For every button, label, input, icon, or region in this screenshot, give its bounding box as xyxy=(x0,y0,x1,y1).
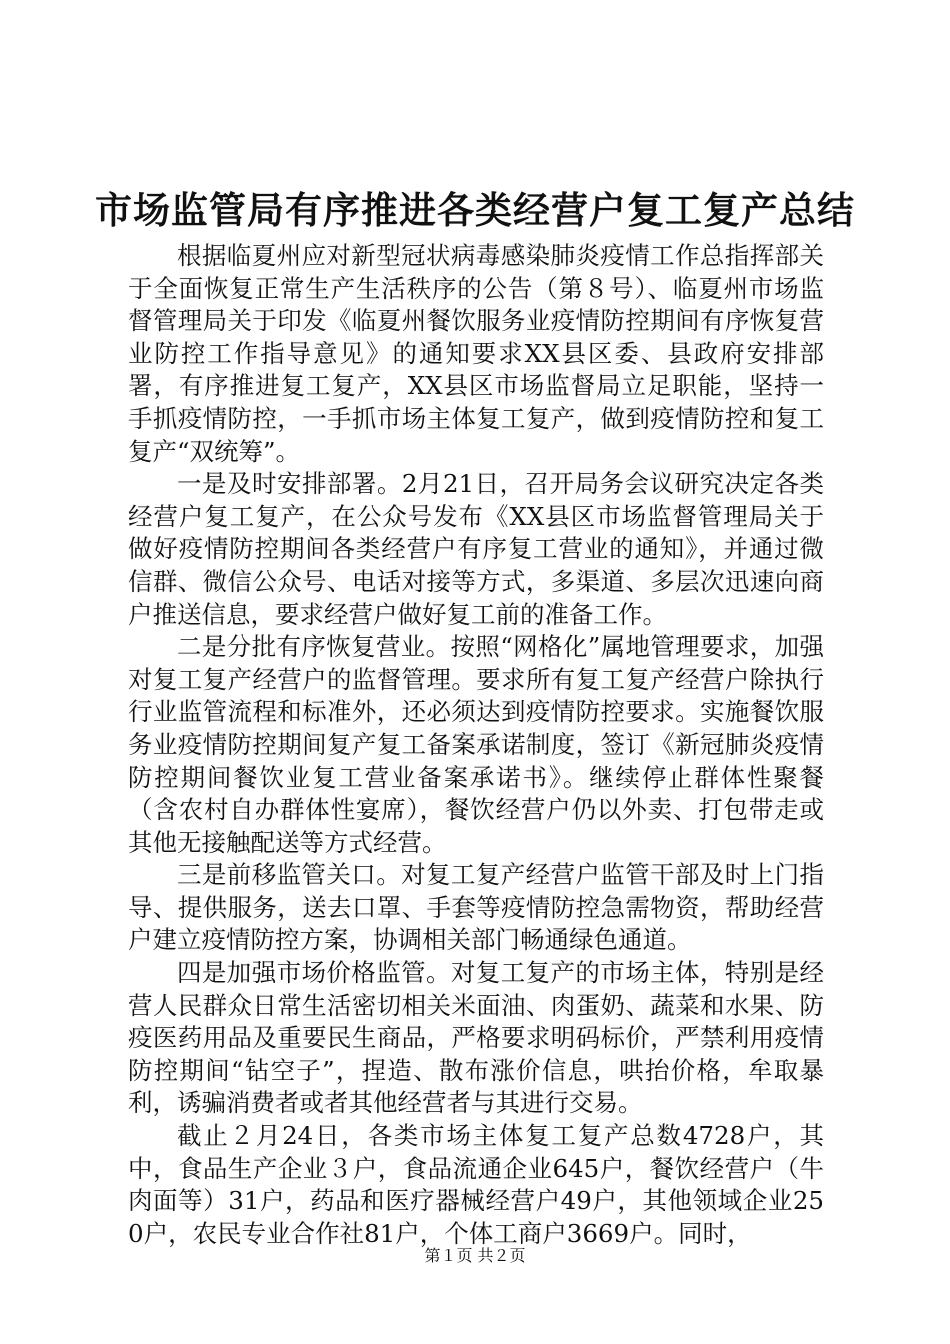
document-body xyxy=(128,240,824,1250)
page-number-footer: 第１页 共２页 xyxy=(424,1246,526,1265)
document-title: 市场监管局有序推进各类经营户复工复产总结 xyxy=(95,188,855,232)
paragraph-reopening: 二是分批有序恢复营业。按照“网格化”属地管理要求，加强对复工复产经营户的监督管理。要求所有复工复产经营户除执行行业监管流程和标准外，还必须达到疫情防控要求。实施餐饮服务业疫情防控期间复产复工备案承诺制度，签订《新冠肺炎疫情防控期间餐饮业复工营业备案承诺书》。继续停止群体性聚餐（含农村自办群体性宴席），餐饮经营户仍以外卖、打包带走或其他无接触配送等方式经营。 xyxy=(128,632,824,857)
paragraph-supervision: 三是前移监管关口。对复工复产经营户监管干部及时上门指导、提供服务，送去口罩、手套等疫情防控急需物资，帮助经营户建立疫情防控方案，协调相关部门畅通绿色通道。 xyxy=(128,860,824,955)
paragraph-deployment: 一是及时安排部署。2月21日，召开局务会议研究决定各类经营户复工复产，在公众号发布《XX县区市场监督管理局关于做好疫情防控期间各类经营户有序复工营业的通知》，并通过微信群、微信公众号、电话对接等方式，多渠道、多层次迅速向商户推送信息，要求经营户做好复工前的准备工作。 xyxy=(128,469,824,629)
paragraph-intro: 根据临夏州应对新型冠状病毒感染肺炎疫情工作总指挥部关于全面恢复正常生产生活秩序的公告（第８号）、临夏州市场监督管理局关于印发《临夏州餐饮服务业疫情防控期间有序恢复营业防控工作指导意见》的通知要求XX县区委、县政府安排部署，有序推进复工复产，XX县区市场监督局立足职能，坚持一手抓疫情防控，一手抓市场主体复工复产，做到疫情防控和复工复产“双统筹”。 xyxy=(128,241,824,466)
paragraph-statistics: 截止２月24日，各类市场主体复工复产总数4728户，其中，食品生产企业３户，食品流通企业645户，餐饮经营户（牛肉面等）31户，药品和医疗器械经营户49户，其他领域企业250户，农民专业合作社81户，个体工商户3669户。同时， xyxy=(128,1121,824,1248)
paragraph-price-control: 四是加强市场价格监管。对复工复产的市场主体，特别是经营人民群众日常生活密切相关米面油、肉蛋奶、蔬菜和水果、防疫医药用品及重要民生商品，严格要求明码标价，严禁利用疫情防控期间“钻空子”，捏造、散布涨价信息，哄抬价格，牟取暴利，诱骗消费者或者其他经营者与其进行交易。 xyxy=(128,958,824,1118)
